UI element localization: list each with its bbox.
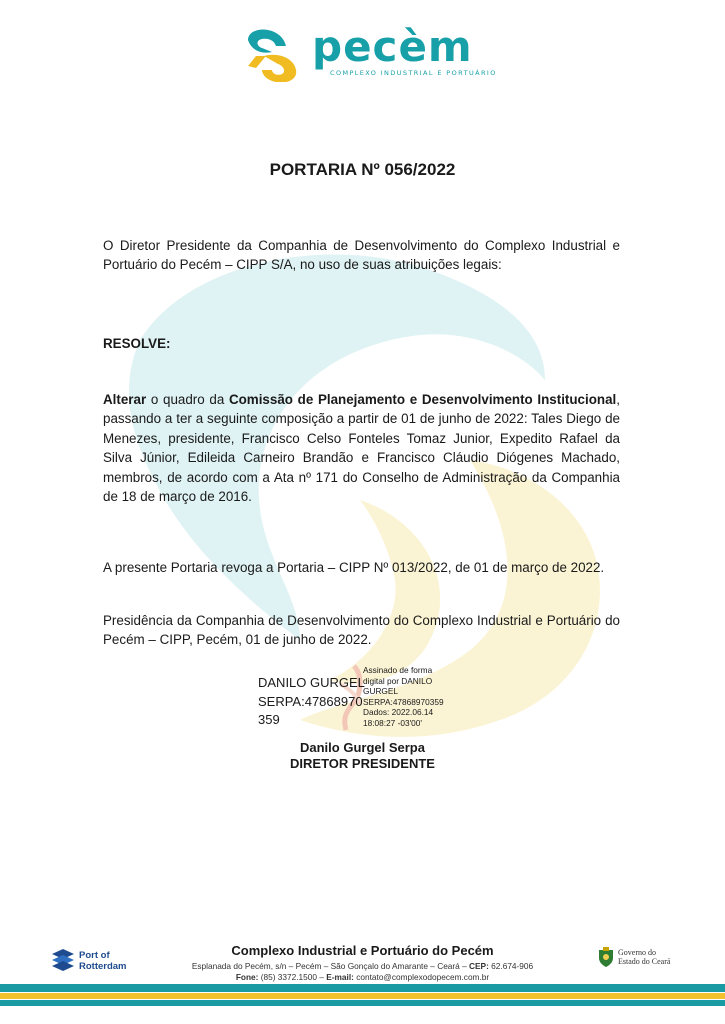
digital-line-4: SERPA:47868970359 <box>363 696 444 707</box>
resolution-verb: Alterar <box>103 392 147 407</box>
signer-line-1: DANILO GURGEL <box>258 675 365 690</box>
footer-title: Complexo Industrial e Portuário do Pecém <box>231 943 494 958</box>
digital-line-6: 18:08:27 -03'00' <box>363 717 422 728</box>
revocation-paragraph: A presente Portaria revoga a Portaria – CIPP Nº 013/2022, de 01 de março de 2022. <box>103 560 605 575</box>
footer-bar-teal-2 <box>0 1000 725 1006</box>
signer-name: Danilo Gurgel Serpa <box>300 740 425 755</box>
digital-signature-info <box>363 665 473 729</box>
gov-line-2: Estado do Ceará <box>618 957 671 966</box>
digital-line-2: digital por DANILO <box>363 675 433 686</box>
intro-paragraph: O Diretor Presidente da Companhia de Desenvolvimento do Complexo Industrial e Portuário do Pecém – CIPP S/A, no uso de suas atribuições legais: <box>103 238 620 273</box>
government-text <box>618 948 688 966</box>
email-value: contato@complexodopecem.com.br <box>353 972 490 982</box>
resolve-label: RESOLVE: <box>103 336 171 351</box>
email-label: E-mail: <box>326 972 354 982</box>
digital-line-1: Assinado de forma <box>363 665 433 675</box>
footer-address <box>0 961 725 971</box>
signer-role: DIRETOR PRESIDENTE <box>290 756 435 771</box>
digital-line-5: Dados: 2022.06.14 <box>363 707 434 718</box>
gov-line-1: Governo do <box>618 948 656 957</box>
document-title: PORTARIA Nº 056/2022 <box>269 160 456 179</box>
cep-value: 62.674-906 <box>488 961 534 971</box>
place-date-paragraph: Presidência da Companhia de Desenvolvimento do Complexo Industrial e Portuário do Pecém – CIPP, Pecém, 01 de junho de 2022. <box>103 613 620 648</box>
digital-line-3: GURGEL <box>363 686 399 697</box>
address-text: Esplanada do Pecém, s/n – Pecém – São Gonçalo do Amarante – Ceará – <box>191 961 470 971</box>
phone-label: Fone: <box>235 972 259 982</box>
footer-bar-teal <box>0 984 725 992</box>
commission-name: Comissão de Planejamento e Desenvolvimento Institucional <box>228 392 617 407</box>
brand-subtitle: COMPLEXO INDUSTRIAL E PORTUÁRIO <box>330 69 497 77</box>
brand-name: pecèm <box>312 22 473 71</box>
signer-line-3: 359 <box>258 712 280 727</box>
phone-value: (85) 3372.1500 – <box>258 972 327 982</box>
footer-contact <box>0 972 725 982</box>
partner-line-2: Rotterdam <box>79 961 127 972</box>
signature-block-left <box>258 674 365 730</box>
footer-bar-yellow <box>0 993 725 999</box>
resolution-paragraph <box>103 390 620 506</box>
signer-line-2: SERPA:47868970 <box>258 693 363 709</box>
cep-label: CEP: <box>469 961 489 971</box>
partner-line-1: Port of <box>79 950 110 961</box>
resolution-text-1: o quadro da <box>146 392 229 407</box>
resolution-text-2: , passando a ter a seguinte composição a partir de 01 de junho de 2022: Tales Diego de Menezes, presidente, Francisco Celso Fonteles Tomaz Junior, Expedito Rafael da Silva Júnior, Edileida Carneiro Brandão e Francisco Cláudio Diógenes Machado, membros, de acordo com a Ata nº 171 do Conselho de Administração da Companhia de 18 de março de 2016. <box>103 392 620 505</box>
ceara-government-seal-icon <box>597 946 615 968</box>
